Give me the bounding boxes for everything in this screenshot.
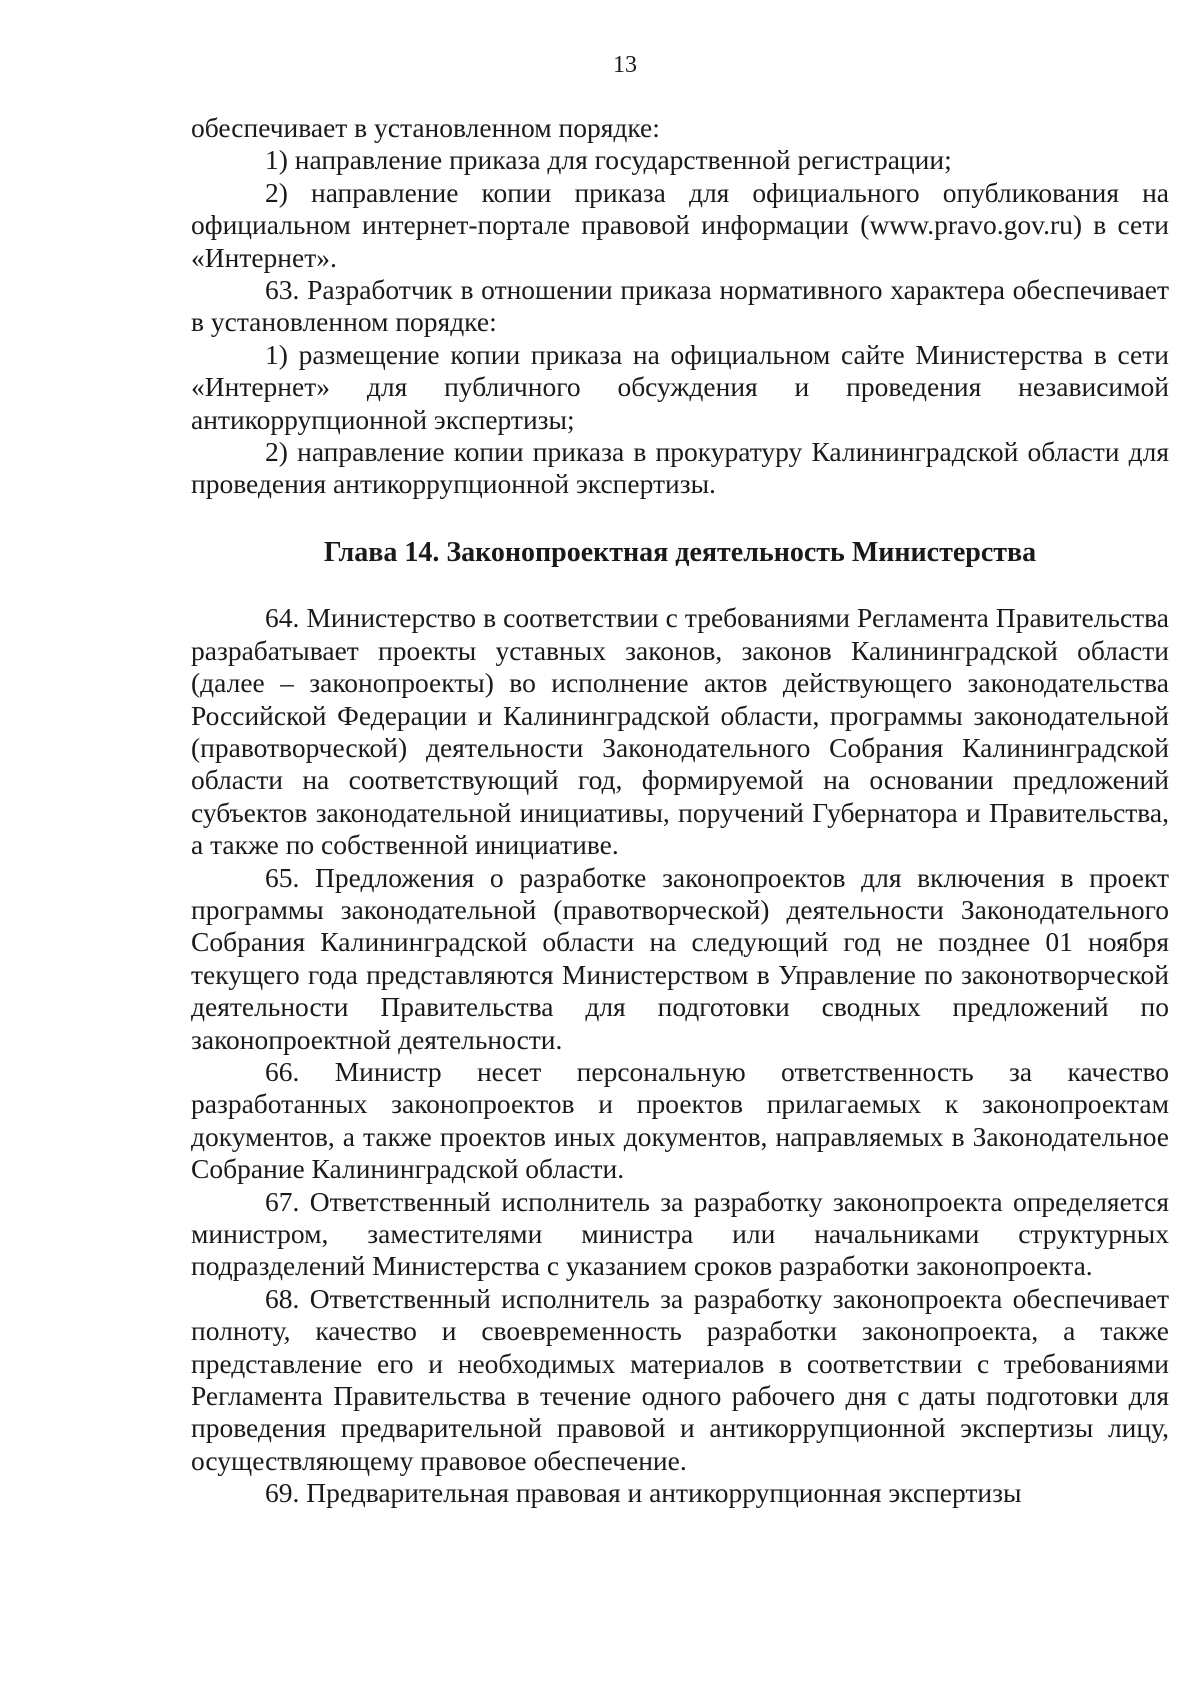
paragraph-64: 64. Министерство в соответствии с требованиями Регламента Правительства разрабатывает проекты уставных законов, законов Калининградской области (далее – законопроекты) во исполнение актов действующего законодательства Российской Федерации и Калининградской области, программы законодательной (правотворческой) деятельности Законодательного Собрания Калининградской области на соответствующий год, формируемой на основании предложений субъектов законодательной инициативы, поручений Губернатора и Правительства, а также по собственной инициативе. [191,602,1169,861]
paragraph-68: 68. Ответственный исполнитель за разработку законопроекта обеспечивает полноту, качество и своевременность разработки законопроекта, а также представление его и необходимых материалов в соответствии с требованиями Регламента Правительства в течение одного рабочего дня с даты подготовки для проведения предварительной правовой и антикоррупционной экспертизы лицу, осуществляющему правовое обеспечение. [191,1282,1169,1476]
paragraph-67: 67. Ответственный исполнитель за разработку законопроекта определяется министром, заместителями министра или начальниками структурных подразделений Министерства с указанием сроков разработки законопроекта. [191,1185,1169,1282]
chapter-heading: Глава 14. Законопроектная деятельность Министерства [323,536,1037,568]
paragraph-65: 65. Предложения о разработке законопроектов для включения в проект программы законодательной (правотворческой) деятельности Законодательного Собрания Калининградской области на следующий год не позднее 01 ноября текущего года представляются Министерством в Управление по законотворческой деятельности Правительства для подготовки сводных предложений по законопроектной деятельности. [191,861,1169,1055]
list-item: 2) направление копии приказа для официального опубликования на официальном интернет-портале правовой информации (www.pravo.gov.ru) в сети «Интернет». [191,176,1169,273]
paragraph: обеспечивает в установленном порядке: [191,112,660,143]
paragraph-69: 69. Предварительная правовая и антикоррупционная экспертизы [265,1477,1022,1509]
list-item: 2) направление копии приказа в прокуратуру Калининградской области для проведения антикоррупционной экспертизы. [191,436,1169,500]
paragraph-63: 63. Разработчик в отношении приказа нормативного характера обеспечивает в установленном порядке: [191,274,1169,338]
paragraph-66: 66. Министр несет персональную ответственность за качество разработанных законопроектов и проектов прилагаемых к законопроектам документов, а также проектов иных документов, направляемых в Законодательное Собрание Калининградской области. [191,1055,1169,1185]
page-number: 13 [613,52,637,78]
list-item: 1) размещение копии приказа на официальном сайте Министерства в сети «Интернет» для публичного обсуждения и проведения независимой антикоррупционной экспертизы; [191,338,1169,435]
document-body [191,112,1169,1510]
list-item: 1) направление приказа для государственной регистрации; [265,144,952,176]
